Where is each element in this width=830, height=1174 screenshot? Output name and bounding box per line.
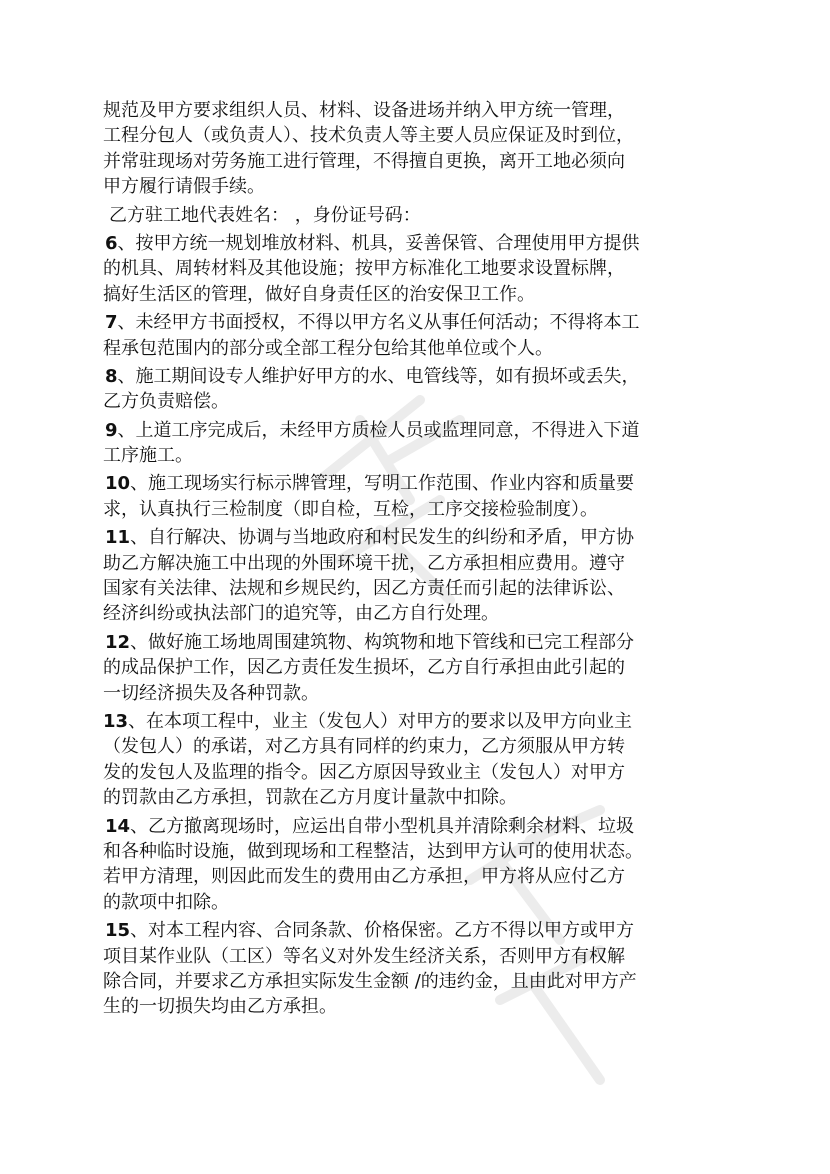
line-text: 搞好生活区的管理，做好自身责任区的治安保卫工作。 — [103, 283, 535, 305]
line-text: 生的一切损失均由乙方承担。 — [103, 996, 337, 1018]
clause-number: 12 — [105, 631, 131, 653]
line-text: 经济纠纷或执法部门的追究等，由乙方自行处理。 — [103, 603, 499, 625]
line-text: 的成品保护工作，因乙方责任发生损坏，乙方自行承担由此引起的 — [103, 657, 625, 679]
text-line — [103, 864, 783, 889]
line-text: 程承包范围内的部分或全部工程分包给其他单位或个人。 — [103, 337, 553, 359]
line-text: 国家有关法律、法规和乡规民约，因乙方责任而引起的法律诉讼、 — [103, 578, 625, 600]
line-text: 乙方驻工地代表姓名： ，身份证号码： — [109, 204, 421, 226]
text-line — [103, 497, 783, 522]
clause-paragraph — [103, 814, 783, 916]
text-line — [103, 969, 783, 994]
text-line — [103, 282, 783, 307]
text-line — [103, 364, 783, 389]
document-body — [103, 98, 783, 1020]
text-line — [103, 203, 783, 228]
line-text: 、未经甲方书面授权，不得以甲方名义从事任何活动；不得将本工 — [117, 312, 640, 334]
line-text: 、乙方撤离现场时，应运出自带小型机具并清除剩余材料、垃圾 — [130, 815, 635, 837]
text-line — [103, 655, 783, 680]
line-text: 、施工现场实行标示牌管理，写明工作范围、作业内容和质量要 — [130, 473, 635, 495]
line-text: 、上道工序完成后，未经甲方质检人员或监理同意，不得进入下道 — [117, 419, 640, 441]
text-line — [103, 525, 783, 550]
clause-paragraph — [103, 310, 783, 361]
text-line — [103, 839, 783, 864]
text-line — [103, 336, 783, 361]
clause-number: 6 — [105, 232, 118, 254]
line-text: 并常驻现场对劳务施工进行管理，不得擅自更换，离开工地必须向 — [103, 150, 625, 172]
text-line — [103, 681, 783, 706]
clause-number: 10 — [105, 473, 131, 495]
line-text: 若甲方清理，则因此而发生的费用由乙方承担，甲方将从应付乙方 — [103, 866, 625, 888]
line-text: 一切经济损失及各种罚款。 — [103, 682, 319, 704]
line-text: 、对本工程内容、合同条款、价格保密。乙方不得以甲方或甲方 — [130, 920, 635, 942]
clause-number: 9 — [105, 419, 118, 441]
text-line — [103, 734, 783, 759]
clause-number: 15 — [105, 920, 131, 942]
text-line — [103, 310, 783, 335]
text-line — [103, 709, 783, 734]
text-line — [103, 630, 783, 655]
text-line — [103, 123, 783, 148]
text-line — [103, 785, 783, 810]
clause-paragraph — [103, 364, 783, 415]
line-text: 规范及甲方要求组织人员、材料、设备进场并纳入甲方统一管理， — [103, 100, 625, 121]
line-text: 助乙方解决施工中出现的外围环境干扰，乙方承担相应费用。遵守 — [103, 552, 625, 574]
line-text: 工序施工。 — [103, 445, 193, 467]
text-line — [103, 601, 783, 626]
line-text: 、在本项工程中，业主（发包人）对甲方的要求以及甲方向业主 — [128, 710, 633, 732]
line-text: （发包人）的承诺，对乙方具有同样的约束力，乙方须服从甲方转 — [103, 736, 625, 758]
text-line — [103, 443, 783, 468]
text-line — [103, 98, 783, 123]
text-line — [103, 944, 783, 969]
line-text: 、自行解决、协调与当地政府和村民发生的纠纷和矛盾，甲方协 — [130, 527, 635, 549]
text-line — [103, 890, 783, 915]
clause-paragraph — [103, 471, 783, 522]
text-line — [103, 174, 783, 199]
clause-paragraph — [103, 709, 783, 811]
line-text: 、做好施工场地周围建筑物、构筑物和地下管线和已完工程部分 — [130, 631, 635, 653]
clause-paragraph — [103, 231, 783, 307]
line-text: 、施工期间设专人维护好甲方的水、电管线等，如有损坏或丢失， — [117, 365, 640, 387]
line-text: 求，认真执行三检制度（即自检，互检，工序交接检验制度）。 — [103, 498, 598, 520]
clause-paragraph — [103, 525, 783, 627]
line-text: 和各种临时设施，做到现场和工程整洁，达到甲方认可的使用状态。 — [103, 840, 643, 862]
text-line — [103, 918, 783, 943]
clause-number: 7 — [105, 312, 118, 334]
line-text: 发的发包人及监理的指令。因乙方原因导致业主（发包人）对甲方 — [103, 761, 625, 783]
line-text: 、按甲方统一规划堆放材料、机具，妥善保管、合理使用甲方提供 — [117, 232, 640, 254]
clause-paragraph — [103, 630, 783, 706]
line-text: 的款项中扣除。 — [103, 891, 229, 913]
line-text: 工程分包人（或负责人）、技术负责人等主要人员应保证及时到位， — [103, 125, 634, 147]
clause-paragraph — [103, 418, 783, 469]
clause-number: 11 — [105, 527, 131, 549]
text-line — [103, 389, 783, 414]
text-line — [103, 576, 783, 601]
text-line — [103, 256, 783, 281]
text-line — [103, 418, 783, 443]
text-line — [103, 471, 783, 496]
text-line — [103, 551, 783, 576]
clause-number: 14 — [105, 815, 131, 837]
line-text: 乙方负责赔偿。 — [103, 391, 229, 413]
clause-paragraph — [103, 918, 783, 1020]
line-text: 的罚款由乙方承担，罚款在乙方月度计量款中扣除。 — [103, 787, 517, 809]
text-line — [103, 994, 783, 1019]
line-text: 的机具、周转材料及其他设施；按甲方标准化工地要求设置标牌， — [103, 258, 625, 280]
line-text: 除合同，并要求乙方承担实际发生金额 /的违约金，且由此对甲方产 — [103, 970, 637, 992]
clause-paragraph — [103, 98, 783, 200]
text-line — [103, 760, 783, 785]
clause-number: 8 — [105, 365, 118, 387]
text-line — [103, 814, 783, 839]
clause-number: 13 — [103, 710, 129, 732]
line-text: 甲方履行请假手续。 — [103, 176, 265, 198]
text-line — [103, 149, 783, 174]
clause-paragraph — [103, 203, 783, 228]
text-line — [103, 231, 783, 256]
line-text: 项目某作业队（工区）等名义对外发生经济关系，否则甲方有权解 — [103, 945, 625, 967]
